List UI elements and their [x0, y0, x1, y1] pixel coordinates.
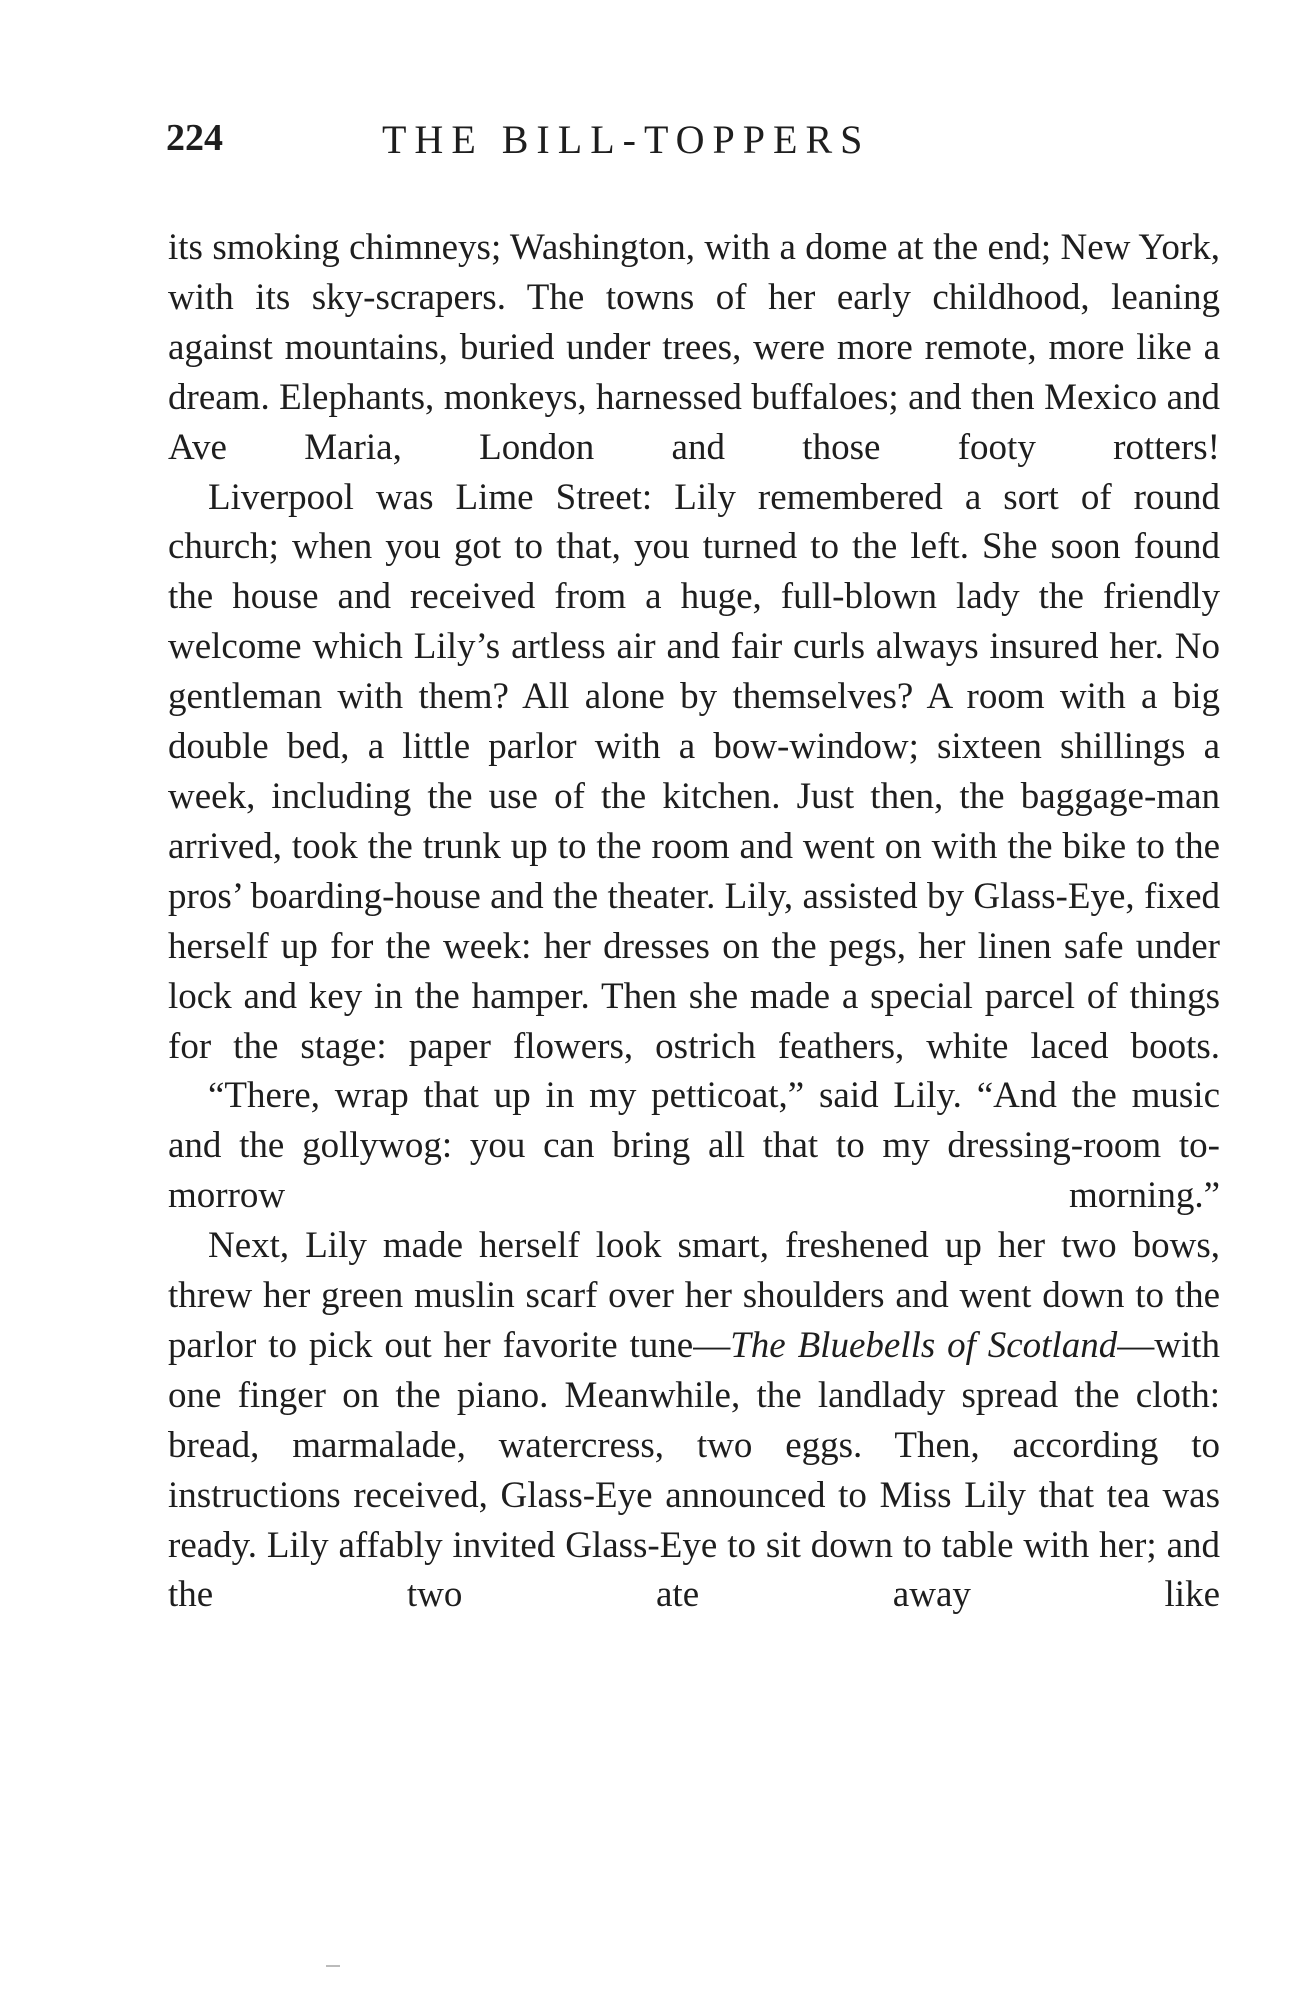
paragraph-continued: its smoking chimneys; Washington, with a dome at the end; New York, with its sky-scrapers. The towns of her early childhood, leaning against mountains, buried under trees, were more remote, more like a dream. Elephants, monkeys, harnessed buffaloes; and then Mexico and Ave Maria, London and those footy rotters! [168, 227, 1220, 468]
paragraph-liverpool: Liverpool was Lime Street: Lily remembered a sort of round church; when you got to that, you turned to the left. She soon found the house and received from a huge, full-blown lady the friendly welcome which Lily’s artless air and fair curls always insured her. No gentleman with them? All alone by themselves? A room with a big double bed, a little parlor with a bow-window; sixteen shillings a week, including the use of the kitchen. Just then, the baggage-man arrived, took the trunk up to the room and went on with the bike to the pros’ boarding-house and the theater. Lily, assisted by Glass-Eye, fixed herself up for the week: her dresses on the pegs, her linen safe under lock and key in the hamper. Then she made a special parcel of things for the stage: paper flowers, ostrich feathers, white laced boots. [168, 476, 1220, 1067]
page-number: 224 [166, 117, 223, 159]
paragraph-tea-start: Next, Lily made herself look smart, freshened up her two bows, threw her green muslin scarf over her shoulders and went down to the parlor to pick out her favorite tune— [168, 1225, 1220, 1366]
song-title: The Bluebells of Scotland [730, 1324, 1118, 1366]
bottom-margin-mark [326, 1965, 340, 1967]
running-title: THE BILL-TOPPERS [382, 117, 871, 162]
paragraph-dialogue: “There, wrap that up in my petticoat,” said Lily. “And the music and the gollywog: you can bring all that to my dressing-room to-morrow morning.” [168, 1075, 1220, 1217]
paragraph-tea-end: —with one finger on the piano. Meanwhile, the landlady spread the cloth: bread, marmalade, watercress, two eggs. Then, according to instructions received, Glass-Eye announced to Miss Lily that tea was ready. Lily affably invited Glass-Eye to sit down to table with her; and the two ate away like [168, 1324, 1220, 1616]
page-header [166, 116, 1226, 176]
paragraph-tea [168, 1221, 1220, 1620]
body-text [168, 223, 1220, 1620]
